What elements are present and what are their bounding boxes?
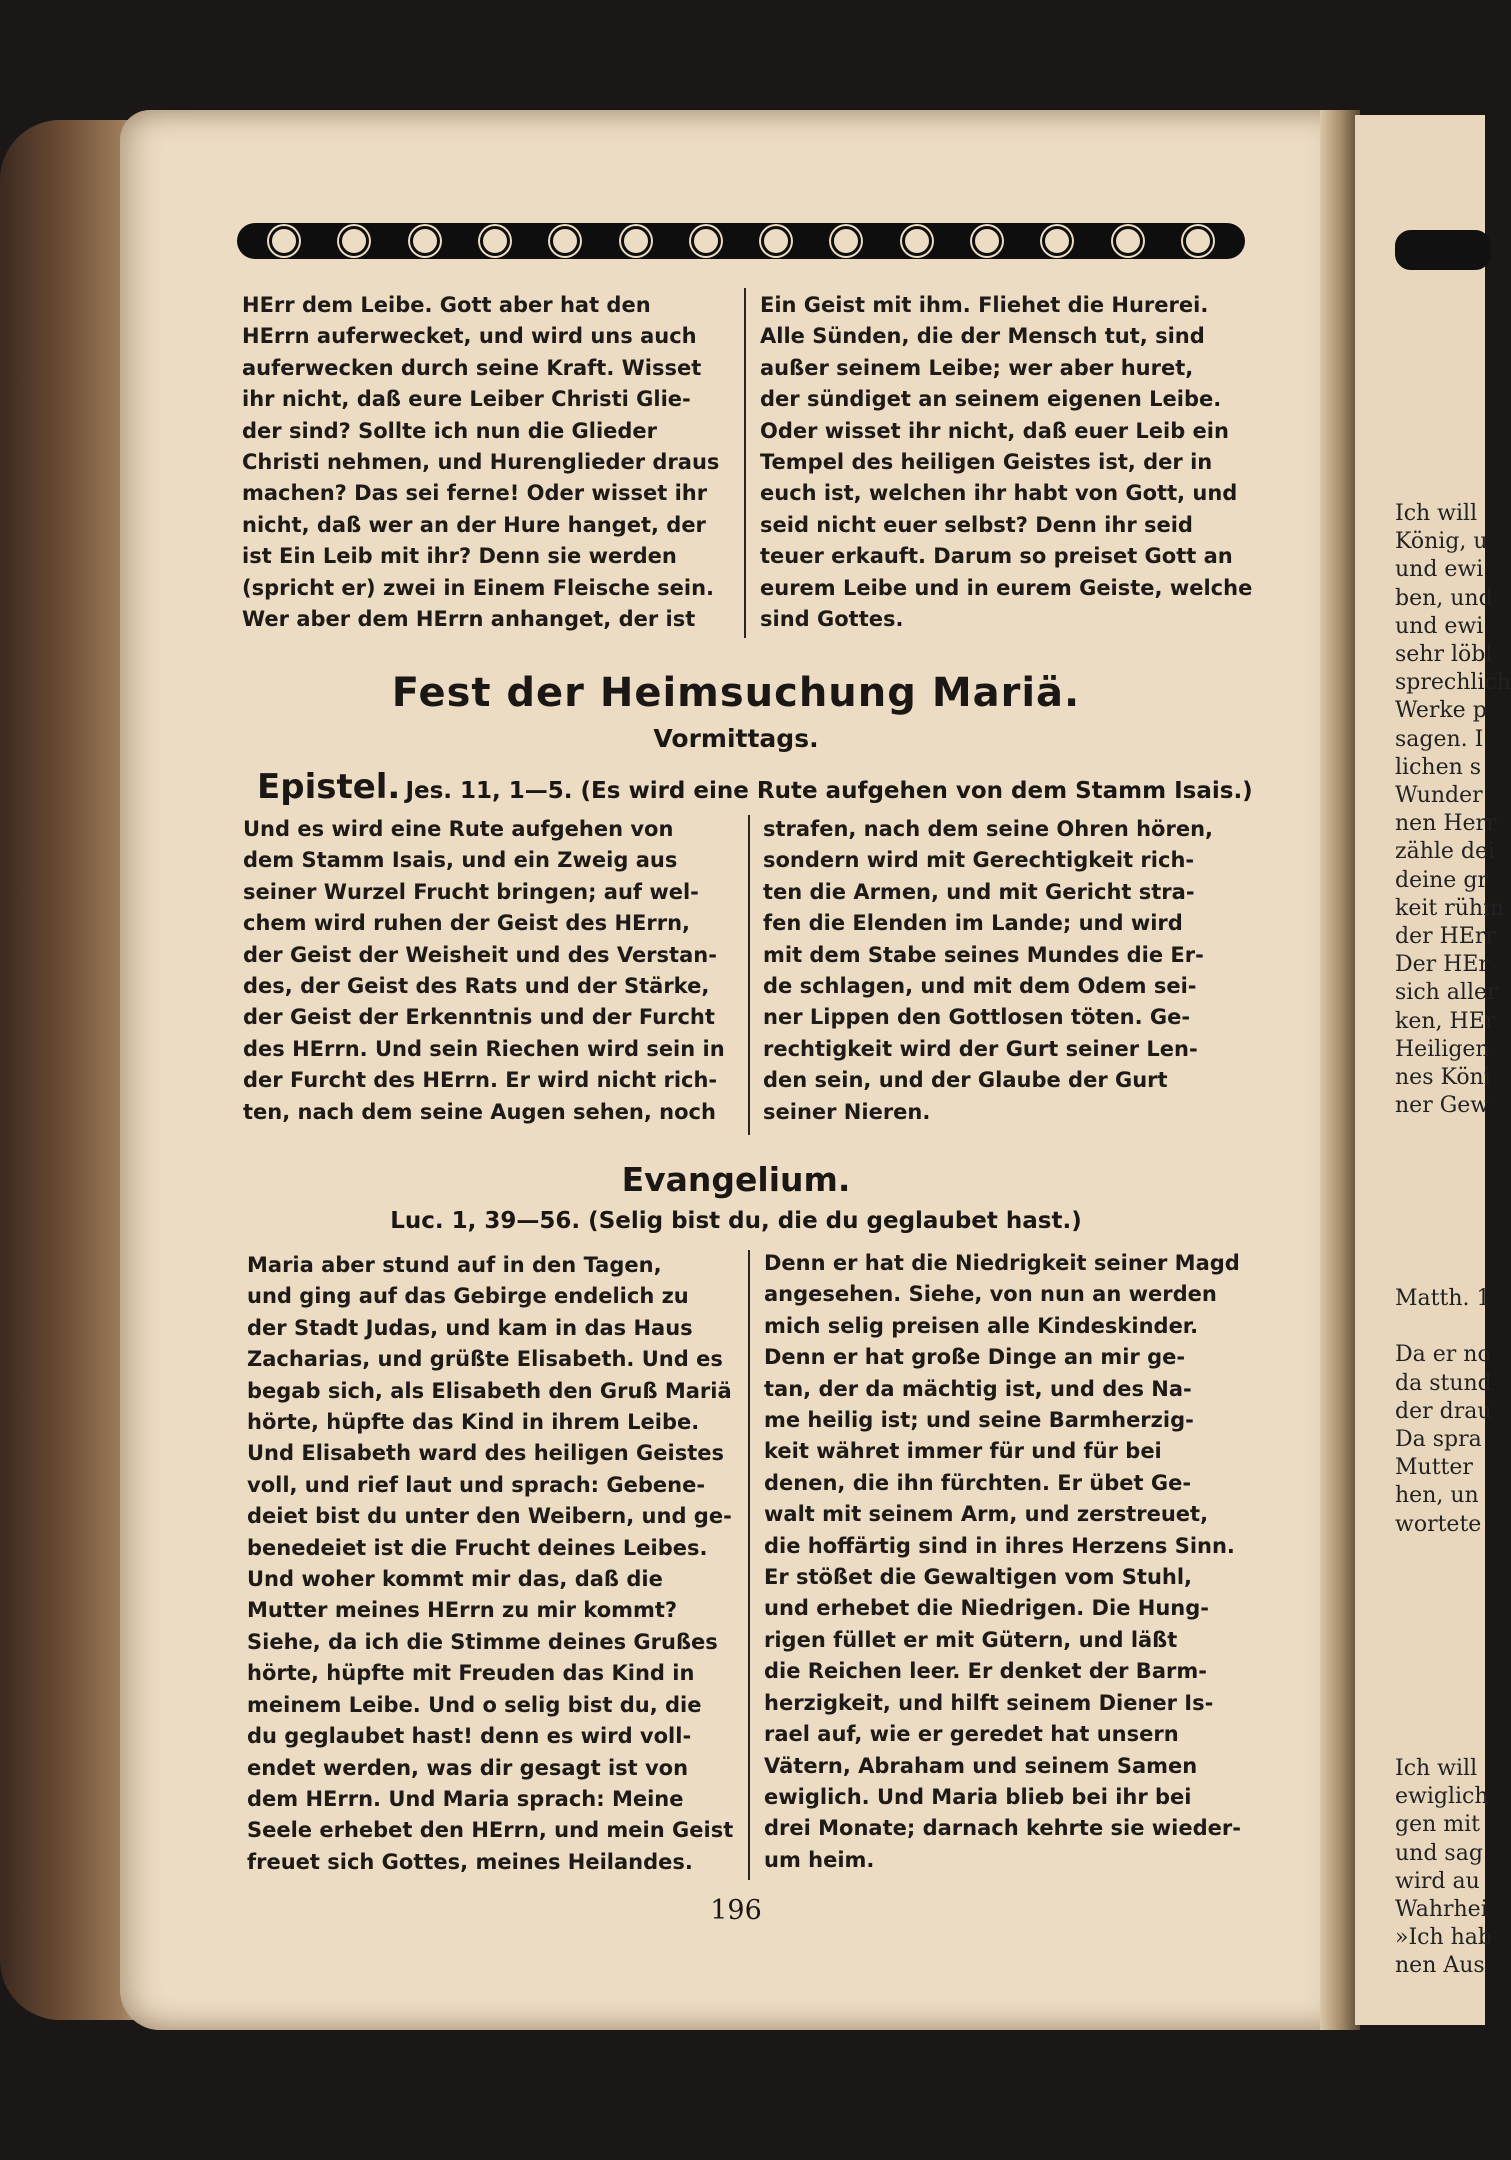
text-line: Ein Geist mit ihm. Fliehet die Hurerei. xyxy=(760,293,1209,317)
gospel-right-column xyxy=(764,1248,1264,1876)
text-line: mich selig preisen alle Kindeskinder. xyxy=(764,1313,1199,1338)
top-right-column xyxy=(760,290,1260,635)
right-page-text-3: Ich will ewiglich gen mit und sag wird au Wahrhei »Ich hab nen Aus xyxy=(1395,1756,1493,1979)
text-line: deiet bist du unter den Weibern, und ge- xyxy=(247,1504,732,1529)
page-number: 196 xyxy=(710,1895,762,1926)
text-line: hörte, hüpfte mit Freuden das Kind in xyxy=(247,1661,695,1686)
text-line: machen? Das sei ferne! Oder wisset ihr xyxy=(242,481,708,506)
text-line: dem Stamm Isais, und ein Zweig aus xyxy=(243,848,678,873)
text-line: ten die Armen, und mit Gericht stra- xyxy=(763,879,1195,904)
text-line: herzigkeit, und hilft seinem Diener Is- xyxy=(764,1690,1214,1715)
text-line: Und woher kommt mir das, daß die xyxy=(247,1567,663,1592)
column-rule xyxy=(748,1250,750,1880)
text-line: der sündiget an seinem eigenen Leibe. xyxy=(760,387,1222,412)
text-line: HErr dem Leibe. Gott aber hat den xyxy=(242,293,651,317)
text-line: rael auf, wie er geredet hat unsern xyxy=(764,1722,1179,1747)
text-line: chem wird ruhen der Geist des HErrn, xyxy=(243,911,691,936)
column-rule xyxy=(748,815,750,1135)
text-line: Denn er hat große Dinge an mir ge- xyxy=(764,1345,1186,1370)
text-line: Und es wird eine Rute aufgehen von xyxy=(243,817,674,841)
text-line: die hoffärtig sind in ihres Herzens Sinn. xyxy=(764,1533,1235,1558)
text-line: Maria aber stund auf in den Tagen, xyxy=(247,1253,662,1277)
text-line: Mutter meines HErrn zu mir kommt? xyxy=(247,1598,678,1623)
text-line: euch ist, welchen ihr habt von Gott, und xyxy=(760,481,1238,506)
text-line: Zacharias, und grüßte Elisabeth. Und es xyxy=(247,1347,723,1372)
text-line: seiner Wurzel Frucht bringen; auf wel- xyxy=(243,879,699,904)
text-line: freuet sich Gottes, meines Heilandes. xyxy=(247,1849,693,1874)
text-line: keit währet immer für und für bei xyxy=(764,1439,1162,1464)
text-line: Seele erhebet den HErrn, und mein Geist xyxy=(247,1818,734,1843)
text-line: und erhebet die Niedrigen. Die Hung- xyxy=(764,1596,1209,1621)
text-line: sind Gottes. xyxy=(760,607,904,632)
text-line: drei Monate; darnach kehrte sie wieder- xyxy=(764,1816,1241,1841)
text-line: Wer aber dem HErrn anhanget, der ist xyxy=(242,607,696,632)
text-line: dem HErrn. Und Maria sprach: Meine xyxy=(247,1786,684,1811)
text-line: teuer erkauft. Darum so preiset Gott an xyxy=(760,544,1233,569)
text-line: auferwecken durch seine Kraft. Wisset xyxy=(242,355,702,380)
text-line: um heim. xyxy=(764,1847,875,1872)
text-line: des HErrn. Und sein Riechen wird sein in xyxy=(243,1036,725,1061)
text-line: Siehe, da ich die Stimme deines Grußes xyxy=(247,1629,718,1654)
ornament-border xyxy=(237,223,1245,259)
epistle-right-column xyxy=(763,814,1263,1128)
text-line: rechtigkeit wird der Gurt seiner Len- xyxy=(763,1036,1198,1061)
text-line: Tempel des heiligen Geistes ist, der in xyxy=(760,450,1213,475)
text-line: nicht, daß wer an der Hure hanget, der xyxy=(242,512,706,537)
text-line: strafen, nach dem seine Ohren hören, xyxy=(763,817,1213,841)
text-line: ten, nach dem seine Augen sehen, noch xyxy=(243,1099,716,1124)
text-line: hörte, hüpfte das Kind in ihrem Leibe. xyxy=(247,1410,700,1435)
feast-title: Fest der Heimsuchung Mariä. xyxy=(391,670,1081,716)
text-line: HErrn auferwecket, und wird uns auch xyxy=(242,324,697,349)
right-page-text-1: Ich will König, u und ewi ben, und und ewi sehr löbl sprechlich Werke p sagen. I lichen s Wunder nen Herr zähle dei deine gr keit rühm der HErr Der HEr sich aller ken, HEr Heiligen nes Köni ner Gew xyxy=(1395,501,1511,1119)
text-line: ner Lippen den Gottlosen töten. Ge- xyxy=(763,1005,1191,1030)
text-line: Oder wisset ihr nicht, daß euer Leib ein xyxy=(760,418,1229,443)
text-line: benedeiet ist die Frucht deines Leibes. xyxy=(247,1535,708,1560)
text-line: Denn er hat die Niedrigkeit seiner Magd xyxy=(764,1251,1240,1275)
text-line: voll, und rief laut und sprach: Gebene- xyxy=(247,1472,706,1497)
text-line: angesehen. Siehe, von nun an werden xyxy=(764,1282,1217,1307)
text-line: die Reichen leer. Er denket der Barm- xyxy=(764,1659,1207,1684)
text-line: me heilig ist; und seine Barmherzig- xyxy=(764,1408,1194,1433)
text-line: und ging auf das Gebirge endelich zu xyxy=(247,1284,689,1309)
book-gutter xyxy=(1320,110,1360,2030)
text-line: ihr nicht, daß eure Leiber Christi Glie- xyxy=(242,387,691,412)
epistle-reference: Jes. 11, 1—5. (Es wird eine Rute aufgehen von dem Stamm Isais.) xyxy=(405,778,1253,804)
text-line: mit dem Stabe seines Mundes die Er- xyxy=(763,942,1204,967)
feast-subtitle: Vormittags. xyxy=(653,724,819,753)
text-line: begab sich, als Elisabeth den Gruß Mariä xyxy=(247,1378,732,1403)
text-line: Vätern, Abraham und seinem Samen xyxy=(764,1753,1198,1778)
text-line: sondern wird mit Gerechtigkeit rich- xyxy=(763,848,1195,873)
epistle-heading xyxy=(257,767,1253,807)
text-line: des, der Geist des Rats und der Stärke, xyxy=(243,974,710,999)
text-line: seid nicht euer selbst? Denn ihr seid xyxy=(760,512,1193,537)
text-line: Alle Sünden, die der Mensch tut, sind xyxy=(760,324,1205,349)
text-line: ist Ein Leib mit ihr? Denn sie werden xyxy=(242,544,677,569)
text-line: du geglaubet hast! denn es wird voll- xyxy=(247,1724,692,1749)
text-line: Er stößet die Gewaltigen vom Stuhl, xyxy=(764,1565,1193,1590)
text-line: seiner Nieren. xyxy=(763,1099,931,1124)
text-line: der sind? Sollte ich nun die Glieder xyxy=(242,418,658,443)
gospel-reference: Luc. 1, 39—56. (Selig bist du, die du geglaubet hast.) xyxy=(390,1208,1082,1234)
text-line: der Furcht des HErrn. Er wird nicht rich- xyxy=(243,1068,718,1093)
text-line: fen die Elenden im Lande; und wird xyxy=(763,911,1183,936)
gospel-left-column xyxy=(247,1250,737,1878)
text-line: endet werden, was dir gesagt ist von xyxy=(247,1755,689,1780)
text-line: denen, die ihn fürchten. Er übet Ge- xyxy=(764,1470,1192,1495)
text-line: rigen füllet er mit Gütern, und läßt xyxy=(764,1627,1178,1652)
text-line: der Stadt Judas, und kam in das Haus xyxy=(247,1315,693,1340)
right-page-ornament xyxy=(1395,230,1491,270)
epistle-label: Epistel. xyxy=(257,767,401,807)
text-line: der Geist der Erkenntnis und der Furcht xyxy=(243,1005,715,1030)
right-page-text-2: Matth. 1 Da er no da stund der drau Da spra Mutter hen, un wortete xyxy=(1395,1286,1492,1537)
gospel-heading: Evangelium. xyxy=(621,1160,851,1199)
top-left-column xyxy=(242,290,732,635)
text-line: der Geist der Weisheit und des Verstan- xyxy=(243,942,717,967)
right-page-fragment xyxy=(1355,115,1511,2025)
text-line: außer seinem Leibe; wer aber huret, xyxy=(760,355,1194,380)
text-line: Christi nehmen, und Hurenglieder draus xyxy=(242,450,720,475)
text-line: walt mit seinem Arm, und zerstreuet, xyxy=(764,1502,1209,1527)
text-line: eurem Leibe und in eurem Geiste, welche xyxy=(760,575,1253,600)
text-line: ewiglich. Und Maria blieb bei ihr bei xyxy=(764,1784,1192,1809)
text-line: tan, der da mächtig ist, und des Na- xyxy=(764,1376,1192,1401)
text-line: (spricht er) zwei in Einem Fleische sein. xyxy=(242,575,715,600)
column-rule xyxy=(744,288,746,638)
epistle-left-column xyxy=(243,814,733,1128)
text-line: meinem Leibe. Und o selig bist du, die xyxy=(247,1692,702,1717)
text-line: de schlagen, und mit dem Odem sei- xyxy=(763,974,1197,999)
text-line: Und Elisabeth ward des heiligen Geistes xyxy=(247,1441,724,1466)
text-line: den sein, und der Glaube der Gurt xyxy=(763,1068,1168,1093)
